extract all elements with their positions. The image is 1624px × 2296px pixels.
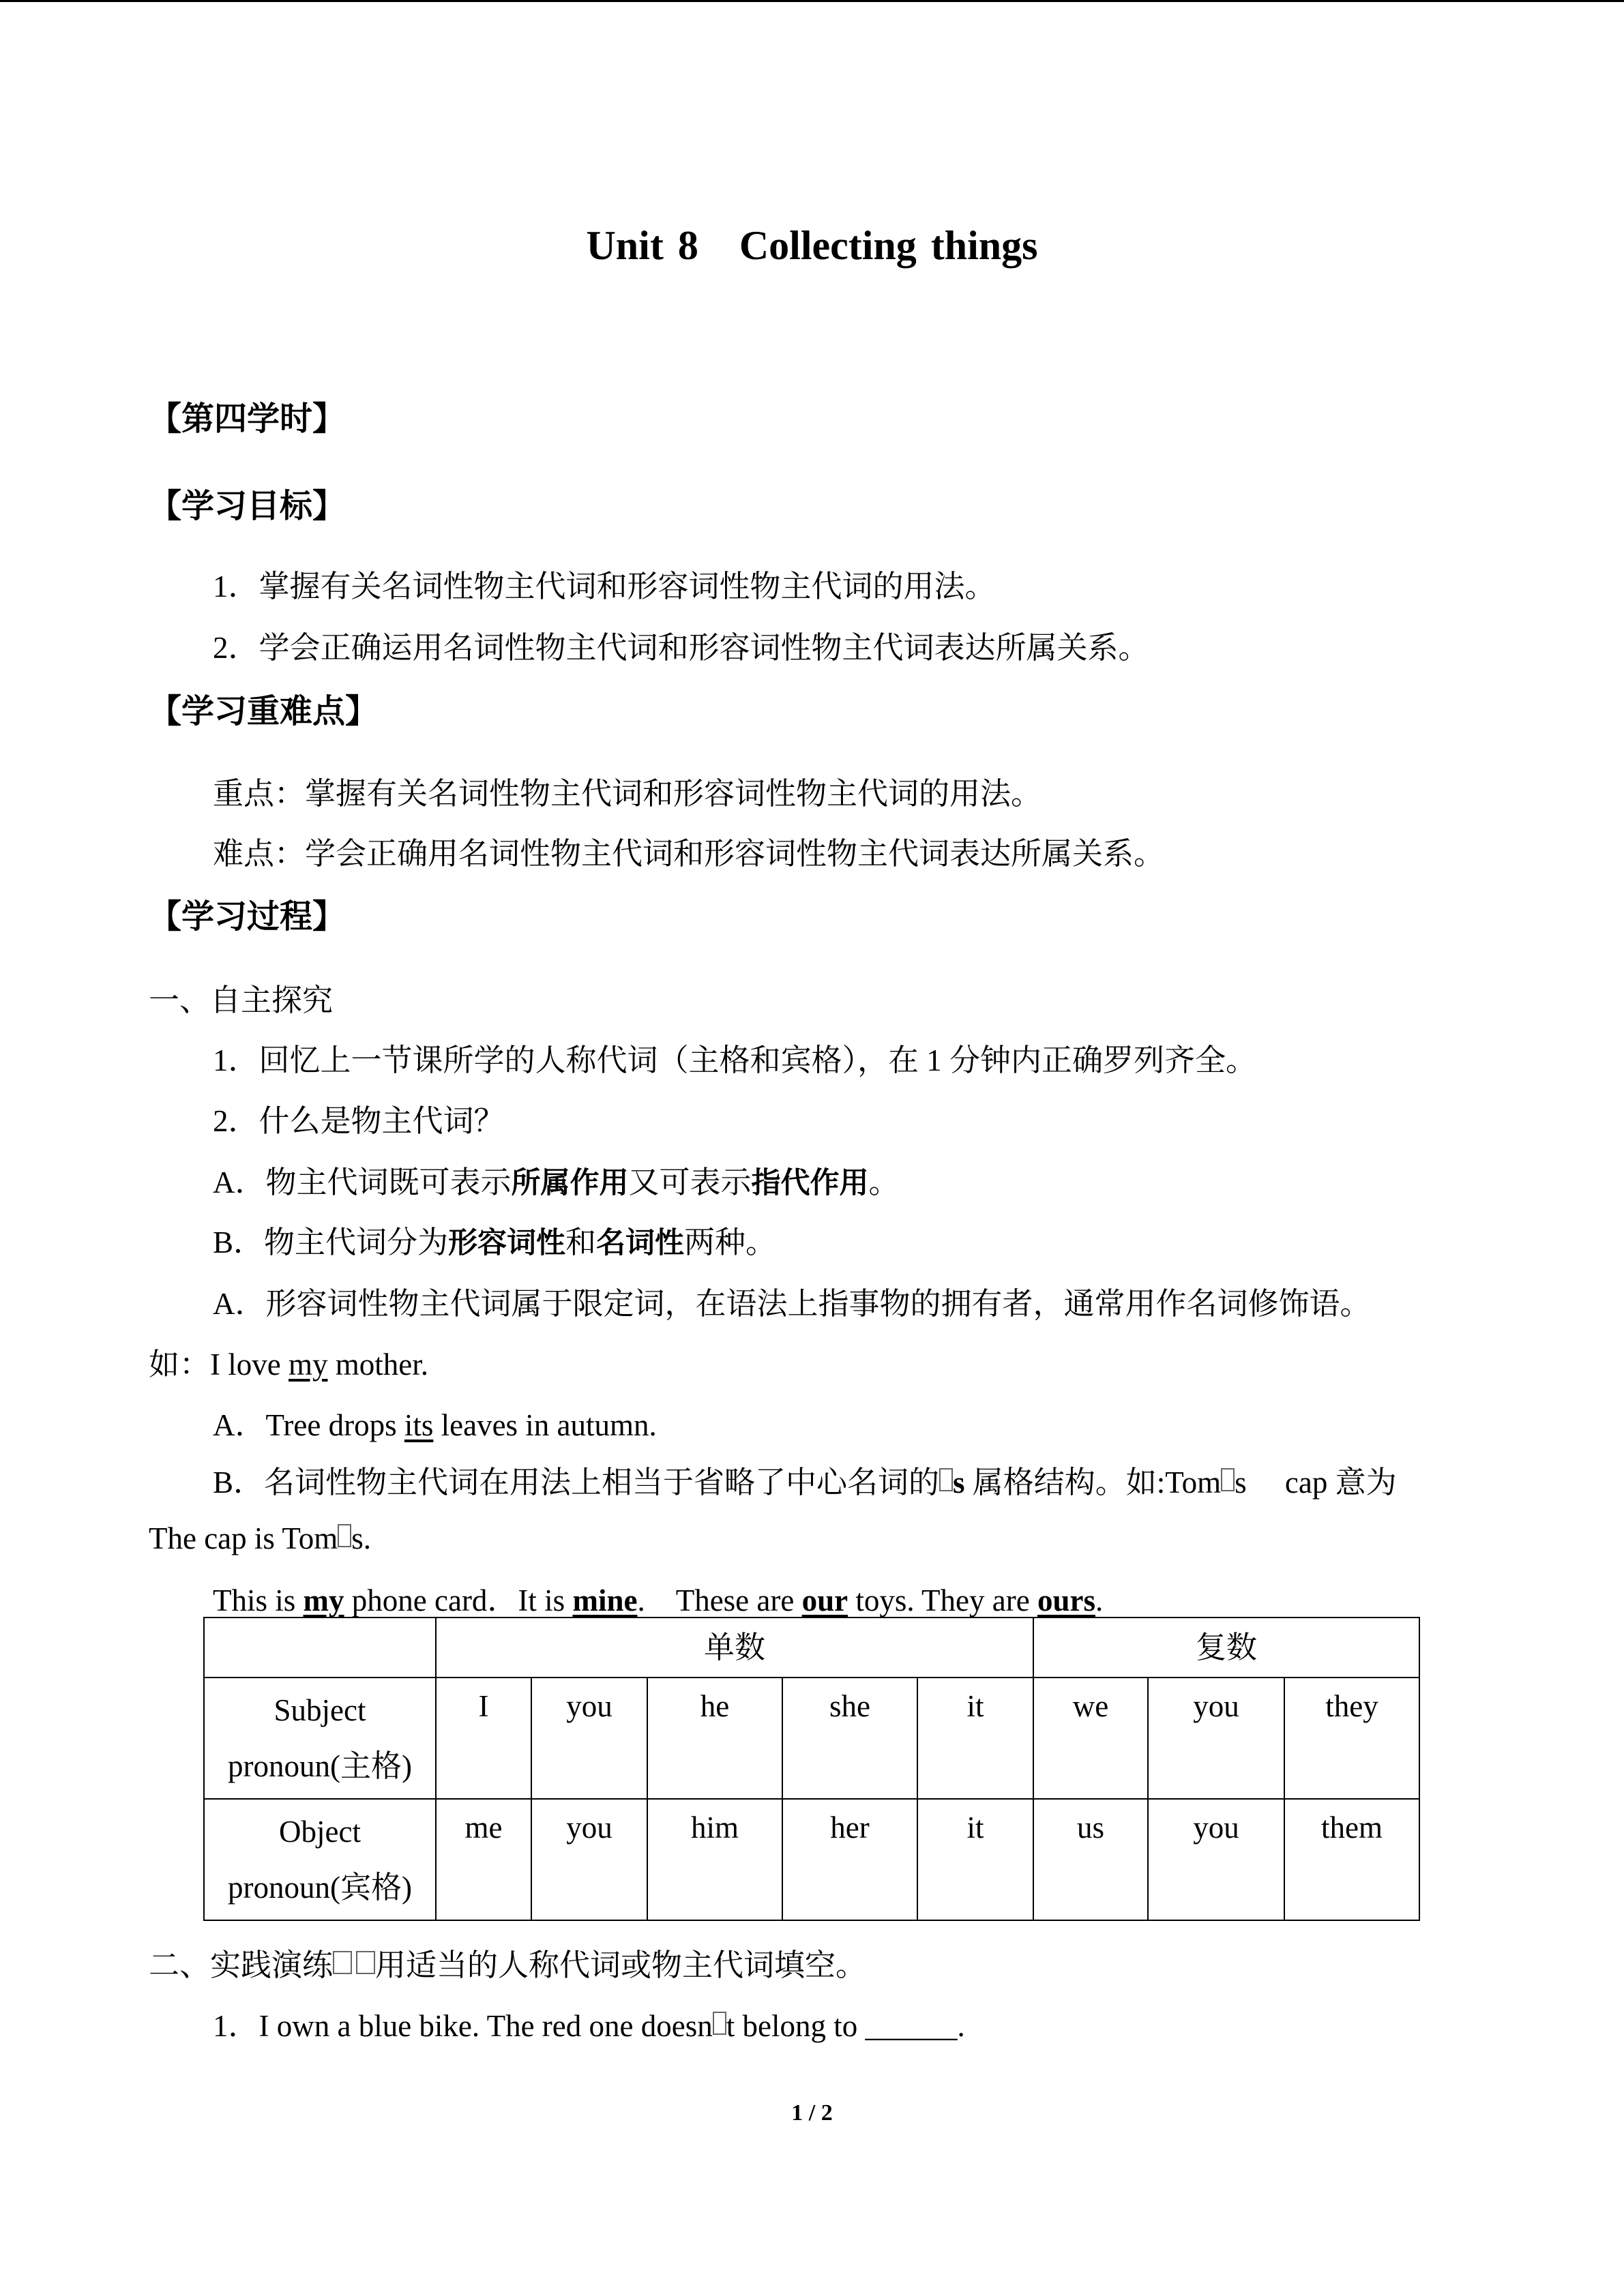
example-2 [213,1400,657,1444]
example-3-part: This is [213,1583,304,1617]
objective-2: 2．学会正确运用名词性物主代词和形容词性物主代词表达所属关系。 [213,631,1149,665]
object-label [204,1799,436,1920]
table-cell: I [436,1678,531,1799]
line-b-bold-2: 名词性 [596,1226,685,1260]
object-label-line2: pronoun(宾格) [228,1870,412,1905]
process-heading: 【学习过程】 [149,897,346,936]
object-label-line1: Object [279,1815,361,1849]
line-b-end: 两种。 [684,1225,777,1259]
example-1-post: mother. [327,1347,428,1382]
example-1-pre: 如：I love [149,1347,289,1382]
example-2-underlined: its [404,1408,434,1442]
missing-glyph-icon [338,1524,351,1547]
table-row [204,1799,1419,1920]
missing-glyph-icon [333,1951,352,1974]
objectives-heading: 【学习目标】 [149,487,346,525]
line-b2-s2: s [1235,1465,1247,1500]
plural-header: 复数 [1033,1617,1419,1678]
table-cell: you [1148,1799,1284,1920]
top-border [0,0,1624,2]
missing-glyph-icon [1221,1468,1235,1491]
exercise-1-t: t [726,2009,735,2043]
part2-heading-post: 用适当的人称代词或物主代词填空。 [375,1948,867,1982]
table-cell: her [782,1799,917,1920]
part1-heading: 一、自主探究 [149,983,334,1017]
line-b2-pre: B．名词性物主代词在用法上相当于省略了中心名词的 [213,1465,940,1500]
missing-glyph-icon [713,2012,726,2035]
line-a [213,1157,900,1202]
part2-heading [149,1940,866,1984]
table-cell: them [1284,1799,1419,1920]
line-b2-cont-pre: The cap is Tom [149,1521,338,1555]
line-b2-continued [149,1521,371,1556]
exercise-1 [213,2001,965,2045]
example-3-mine: mine [572,1583,638,1617]
table-cell: you [531,1678,647,1799]
line-b2-cont-post: . [363,1521,371,1555]
lesson-heading: 【第四学时】 [149,400,346,438]
table-cell: him [647,1799,782,1920]
table-cell: we [1033,1678,1148,1799]
question-2: 2．什么是物主代词？ [213,1104,505,1138]
key-point: 重点：掌握有关名词性物主代词和形容词性物主代词的用法。 [213,777,1042,811]
example-3-my: my [303,1583,344,1617]
missing-glyph-icon [356,1951,375,1974]
table-header-row [204,1617,1419,1678]
part2-heading-pre: 二、实践演练 [149,1948,334,1982]
line-a-text: A．物主代词既可表示 [213,1165,512,1199]
subject-label-line2: pronoun(主格) [228,1749,412,1783]
key-points-heading: 【学习重难点】 [149,692,379,730]
line-a-end: 。 [868,1165,900,1199]
exercise-1-post: belong to ______. [735,2009,965,2043]
example-2-post: leaves in autumn. [433,1408,657,1442]
table-cell: you [531,1799,647,1920]
page-number: 1 / 2 [791,2100,833,2126]
line-a-text-mid: 又可表示 [628,1165,752,1199]
example-1-underlined: my [288,1347,328,1382]
question-1: 1．回忆上一节课所学的人称代词（主格和宾格），在 1 分钟内正确罗列齐全。 [213,1043,1257,1077]
difficult-point: 难点：学会正确用名词性物主代词和形容词性物主代词表达所属关系。 [213,837,1165,871]
table-cell: they [1284,1678,1419,1799]
objective-1: 1．掌握有关名词性物主代词和形容词性物主代词的用法。 [213,569,996,603]
line-b-text-mid: 和 [565,1225,597,1259]
exercise-1-pre: 1．I own a blue bike. The red one doesn [213,2009,713,2043]
line-a2: A．形容词性物主代词属于限定词，在语法上指事物的拥有者，通常用作名词修饰语。 [213,1287,1371,1321]
example-3-part: toys. They are [848,1583,1037,1617]
table-cell: us [1033,1799,1148,1920]
line-a-bold-2: 指代作用 [751,1166,869,1200]
pronoun-table [203,1617,1420,1921]
example-3 [213,1575,1103,1620]
line-b2-s: s [953,1465,965,1500]
table-corner-cell [204,1617,436,1678]
line-b-text: B．物主代词分为 [213,1225,449,1259]
subject-label-line1: Subject [274,1693,366,1727]
example-3-part: phone card．It is [344,1583,573,1617]
table-cell: you [1148,1678,1284,1799]
line-b2-post: cap 意为 [1246,1465,1397,1500]
table-row [204,1678,1419,1799]
line-b2-cont-s: s [351,1521,364,1555]
example-3-part: . These are [637,1583,802,1617]
line-a-bold-1: 所属作用 [511,1166,629,1200]
page-title: Unit 8 Collecting things [586,223,1038,268]
table-cell: it [917,1799,1033,1920]
example-3-part: . [1095,1583,1104,1617]
line-b2-mid: 属格结构。如:Tom [964,1465,1222,1500]
example-3-ours: ours [1037,1583,1095,1617]
example-1 [149,1339,428,1384]
singular-header: 单数 [436,1617,1033,1678]
missing-glyph-icon [939,1468,953,1491]
example-3-our: our [801,1583,848,1617]
table-cell: it [917,1678,1033,1799]
subject-label [204,1678,436,1799]
table-cell: he [647,1678,782,1799]
table-cell: she [782,1678,917,1799]
line-b2 [213,1457,1397,1502]
table-cell: me [436,1799,531,1920]
line-b-bold-1: 形容词性 [448,1226,566,1260]
line-b [213,1217,776,1262]
example-2-pre: A．Tree drops [213,1408,404,1442]
